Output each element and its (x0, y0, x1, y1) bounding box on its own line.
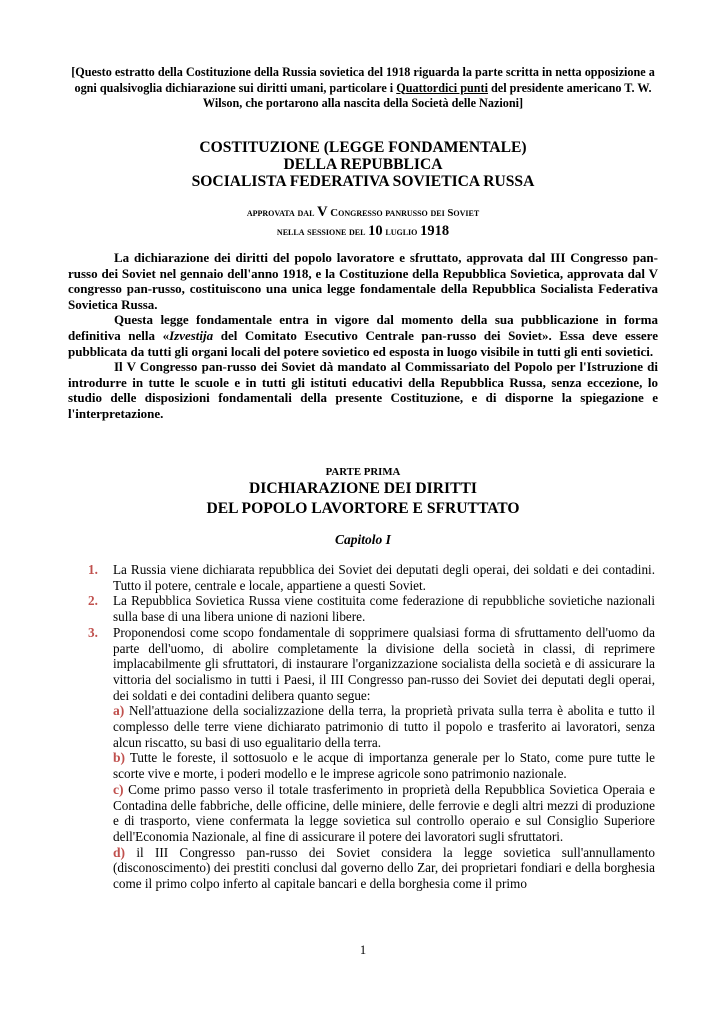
article-2 (88, 593, 655, 624)
title-line-3: SOCIALISTA FEDERATIVA SOVIETICA RUSSA (191, 173, 535, 191)
subitem-d (113, 845, 655, 892)
article-1 (88, 562, 655, 593)
approval-text: 1918 (420, 223, 450, 239)
articles-list (88, 562, 655, 892)
approval-text: nella sessione del (276, 226, 369, 238)
article-3 (88, 625, 655, 892)
note-text-start: [Questo estratto della Costituzione della Russia sovietica del 1918 riguarda la parte scritta in netta opposizione a ogni qualsivoglia dichiarazione sui diritti umani, particolare i (71, 65, 655, 95)
subitem-text: Come primo passo verso il totale trasferimento in proprietà della Repubblica Sovietica Operaia e Contadina delle fabbriche, delle officine, delle miniere, delle ferrovie e degli altri mezzi di produzione e di trasporto, viene confermata la legge sovietica sul controllo operaio e sul Consiglio Superiore dell'Economia Nazionale, al fine di assicurare il potere dei lavoratori sugli sfruttatori. (113, 781, 655, 844)
article-number: 1. (88, 562, 98, 577)
declaration-title-line-1: DICHIARAZIONE DEI DIRITTI (249, 480, 477, 497)
subitem-b (113, 750, 655, 781)
introduction (68, 250, 658, 422)
approval-note (68, 203, 658, 241)
approval-line-1 (68, 203, 658, 222)
approval-text: Congresso panrusso dei Soviet (327, 207, 480, 219)
note-text-end: del presidente americano T. W. Wilson, che portarono alla nascita della Società delle Nazioni] (202, 80, 652, 110)
approval-text: approvata dal (246, 207, 318, 219)
intro-text: Questa legge fondamentale entra in vigore dal momento della sua pubblicazione in forma definitiva nella « (68, 312, 658, 343)
izvestija-title: Izvestija (169, 327, 214, 343)
intro-paragraph-2 (68, 312, 658, 359)
approval-text: 10 (368, 223, 383, 239)
article-text: La Repubblica Sovietica Russa viene costituita come federazione di repubbliche sovietiche nazionali sulla base di una libera unione di nazioni libere. (113, 593, 655, 625)
subitem-marker: a) (113, 703, 125, 719)
approval-line-2 (68, 222, 658, 241)
document-title (68, 139, 658, 191)
subitem-text: Nell'attuazione della socializzazione della terra, la proprietà privata sulla terra è abolita e tutto il complesso delle terre viene dichiarato patrimonio di tutto il popolo e trasferito ai lavoratori, senza alcun riscatto, su basi di uso egualitario della terra. (113, 703, 655, 750)
subitem-a (113, 703, 655, 750)
declaration-title (68, 479, 658, 518)
subitem-c (113, 782, 655, 845)
part-label: PARTE PRIMA (325, 466, 401, 478)
subitem-marker: c) (113, 781, 124, 797)
intro-paragraph-1: La dichiarazione dei diritti del popolo lavoratore e sfruttato, approvata dal III Congresso pan-russo dei Soviet nel gennaio dell'anno 1918, e la Costituzione della Repubblica Sovietica, approvata dal V congresso pan-russo, costituiscono una unica legge fondamentale della Repubblica Socialista Federativa Sovietica Russa. (68, 250, 658, 312)
page-number: 1 (359, 943, 367, 957)
title-line-1: COSTITUZIONE (LEGGE FONDAMENTALE) (199, 139, 527, 156)
title-line-2: DELLA REPUBBLICA (283, 156, 443, 174)
subitem-marker: d) (113, 844, 126, 860)
chapter-title: Capitolo I (335, 532, 391, 547)
article-number: 3. (88, 624, 98, 640)
article-number: 2. (88, 593, 98, 609)
approval-text: V (317, 204, 328, 220)
quattordici-punti-link[interactable]: Quattordici punti (396, 80, 488, 95)
approval-text: luglio (382, 226, 421, 238)
article-text: Proponendosi come scopo fondamentale di sopprimere qualsiasi forma di sfruttamento dell'uomo da parte dell'uomo, di abolire completamente la divisione della società in classi, di reprimere implacabilmente gli sfruttatori, di instaurare l'organizzazione socialista della società e di assicurare la vittoria del socialismo in tutti i Paesi, il III Congresso pan-russo dei Soviet dei deputati degli operai, dei soldati e dei contadini delibera quanto segue: (113, 624, 655, 703)
intro-text: del Comitato Esecutivo Centrale pan-russo dei Soviet». Essa deve essere pubblicata da tutti gli organi locali del potere sovietico ed esposta in luogo visibile in tutti gli enti sovietici. (68, 327, 658, 359)
article-text: La Russia viene dichiarata repubblica dei Soviet dei deputati degli operai, dei soldati e dei contadini. Tutto il potere, centrale e locale, appartiene a questi Soviet. (113, 562, 655, 593)
subitem-text: Tutte le foreste, il sottosuolo e le acque di importanza generale per lo Stato, come pure tutte le scorte vive e morte, i poderi modello e le imprese agricole sono patrimonio nazionale. (113, 750, 655, 782)
declaration-title-line-2: DEL POPOLO LAVORTORE E SFRUTTATO (206, 499, 520, 517)
editorial-note (68, 65, 658, 112)
subitem-text: il III Congresso pan-russo dei Soviet considera la legge sovietica sull'annullamento (disconoscimento) dei prestiti conclusi dal governo dello Zar, dei proprietari fondiari e della borghesia come il primo colpo inferto al capitale bancari e della borghesia come il primo (113, 844, 655, 892)
intro-paragraph-3: Il V Congresso pan-russo dei Soviet dà mandato al Commissariato del Popolo per l'Istruzione di introdurre in tutte le scuole e in tutti gli istituti educativi della Repubblica Russa, senza eccezione, lo studio delle disposizioni fondamentali della presente Costituzione, e di disporne la spiegazione e l'interpretazione. (68, 359, 658, 421)
subitem-marker: b) (113, 750, 126, 766)
